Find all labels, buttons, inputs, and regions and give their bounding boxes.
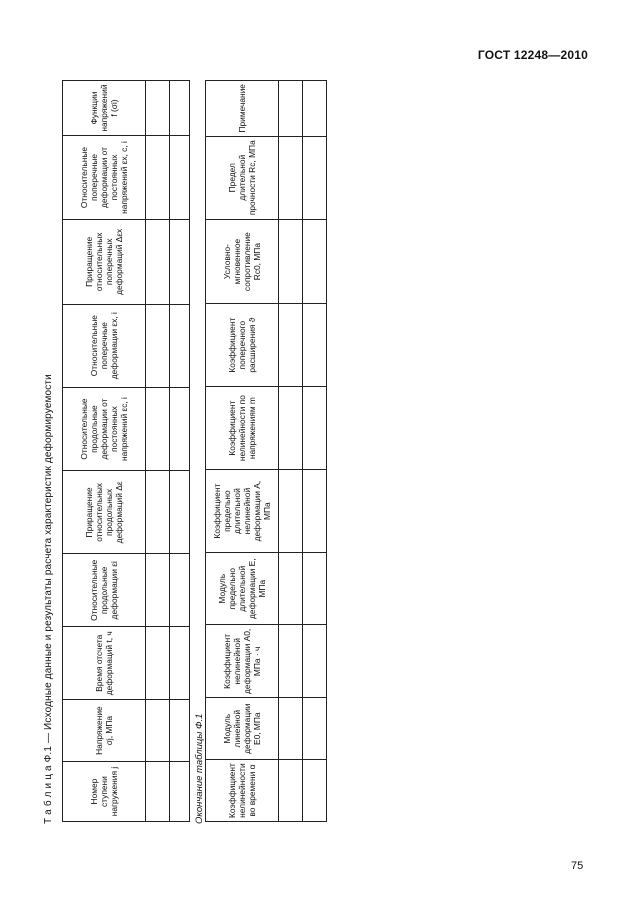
table-caption: Т а б л и ц а Ф.1 — Исходные данные и результаты расчета характеристик деформируемости [43, 374, 54, 824]
standard-number: ГОСТ 12248—2010 [477, 48, 588, 62]
col-header: Коэффициент нелинейности по напряжениям m [206, 386, 279, 469]
table-row [279, 81, 303, 822]
table-row [303, 81, 327, 822]
continuation-caption: Окончание таблицы Ф.1 [194, 713, 205, 824]
data-table-f1-end [205, 80, 327, 822]
page-number: 75 [571, 860, 584, 872]
table-row [146, 81, 170, 822]
col-header: Коэффициент нелинейной деформации A0, МПа · ч [206, 625, 279, 698]
col-header: Относительные продольные деформации от постоянных напряжений εc, i [63, 387, 146, 471]
table-row [170, 81, 190, 822]
col-header: Относительные поперечные деформации от постоянных напряжений εx, c, i [63, 136, 146, 220]
col-header: Время отсчета деформаций t, ч [63, 627, 146, 700]
col-header: Приращение относительных поперечных деформаций Δεx [63, 219, 146, 304]
col-header: Напряжение σj, МПа [63, 700, 146, 762]
col-header: Приращение относительных продольных деформаций Δε [63, 471, 146, 554]
data-table-f1 [62, 80, 190, 822]
col-header: Модуль предельно длительной деформации E, МПа [206, 552, 279, 625]
col-header: Относительные поперечные деформации εx, i [63, 304, 146, 387]
col-header: Модуль линейной деформации E0, МПа [206, 698, 279, 760]
col-header: Коэффициент предельно длительной нелинейной деформации A, МПа [206, 470, 279, 553]
col-header: Коэффициент поперечного расширения ϑ [206, 304, 279, 387]
col-header: Предел длительной прочности Rc, МПа [206, 136, 279, 219]
col-header: Коэффициент нелинейности во времени α [206, 760, 279, 822]
col-header: Примечание [206, 81, 279, 137]
col-header: Относительные продольные деформации εi [63, 554, 146, 627]
col-header: Номер ступени нагружения j [63, 762, 146, 822]
col-header: Условно-мгновенное сопротивление Rc0, МПа [206, 219, 279, 304]
col-header: Функции напряжений f (σi) [63, 81, 146, 136]
